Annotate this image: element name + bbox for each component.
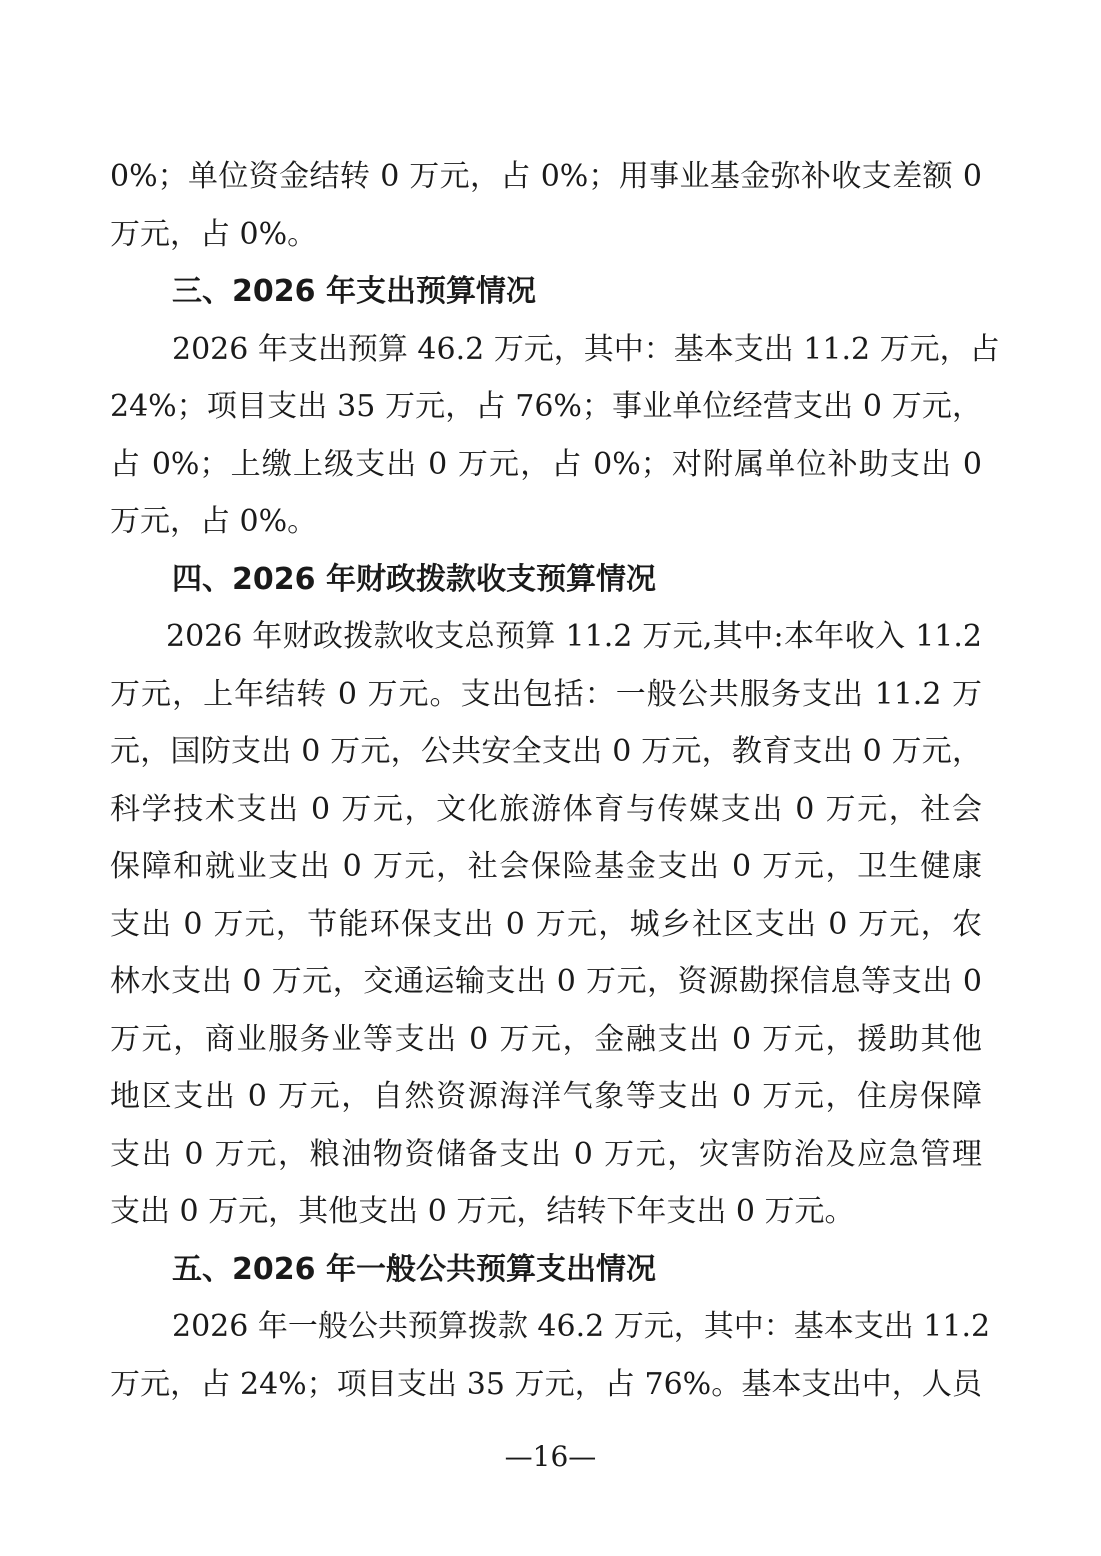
- paragraph-line: 2026 年一般公共预算拨款 46.2 万元，其中：基本支出 11.2: [172, 1309, 991, 1344]
- section-heading: 三、2026 年支出预算情况: [172, 274, 536, 309]
- paragraph-line: 24%；项目支出 35 万元，占 76%；事业单位经营支出 0 万元，: [110, 389, 982, 424]
- section-heading: 五、2026 年一般公共预算支出情况: [172, 1251, 656, 1287]
- paragraph-line: 0%；单位资金结转 0 万元，占 0%；用事业基金弥补收支差额 0: [110, 159, 982, 194]
- paragraph-line: 元，国防支出 0 万元，公共安全支出 0 万元，教育支出 0 万元，: [110, 734, 982, 769]
- paragraph-line: 万元，上年结转 0 万元。支出包括：一般公共服务支出 11.2 万: [110, 676, 982, 712]
- paragraph-line: 科学技术支出 0 万元，文化旅游体育与传媒支出 0 万元，社会: [110, 791, 982, 827]
- paragraph-line: 2026 年财政拨款收支总预算 11.2 万元,其中:本年收入 11.2: [166, 619, 982, 654]
- paragraph-line: 林水支出 0 万元，交通运输支出 0 万元，资源勘探信息等支出 0: [110, 964, 982, 999]
- page-number: —16—: [504, 1440, 597, 1473]
- paragraph-line: 万元，占 0%。: [110, 216, 318, 252]
- paragraph-line: 支出 0 万元，粮油物资储备支出 0 万元，灾害防治及应急管理: [110, 1136, 982, 1172]
- paragraph-line: 2026 年支出预算 46.2 万元，其中：基本支出 11.2 万元，占: [172, 331, 1000, 367]
- paragraph-line: 万元，占 0%。: [110, 504, 318, 539]
- paragraph-line: 支出 0 万元，节能环保支出 0 万元，城乡社区支出 0 万元，农: [110, 906, 982, 942]
- paragraph-line: 地区支出 0 万元，自然资源海洋气象等支出 0 万元，住房保障: [110, 1079, 982, 1114]
- paragraph-line: 保障和就业支出 0 万元，社会保险基金支出 0 万元，卫生健康: [110, 849, 982, 884]
- paragraph-line: 万元，商业服务业等支出 0 万元，金融支出 0 万元，援助其他: [110, 1021, 982, 1057]
- paragraph-line: 占 0%；上缴上级支出 0 万元，占 0%；对附属单位补助支出 0: [110, 446, 982, 482]
- paragraph-line: 支出 0 万元，其他支出 0 万元，结转下年支出 0 万元。: [110, 1194, 855, 1229]
- paragraph-line: 万元，占 24%；项目支出 35 万元，占 76%。基本支出中，人员: [110, 1366, 982, 1402]
- document-body: [110, 148, 1000, 1413]
- section-heading: 四、2026 年财政拨款收支预算情况: [172, 561, 656, 597]
